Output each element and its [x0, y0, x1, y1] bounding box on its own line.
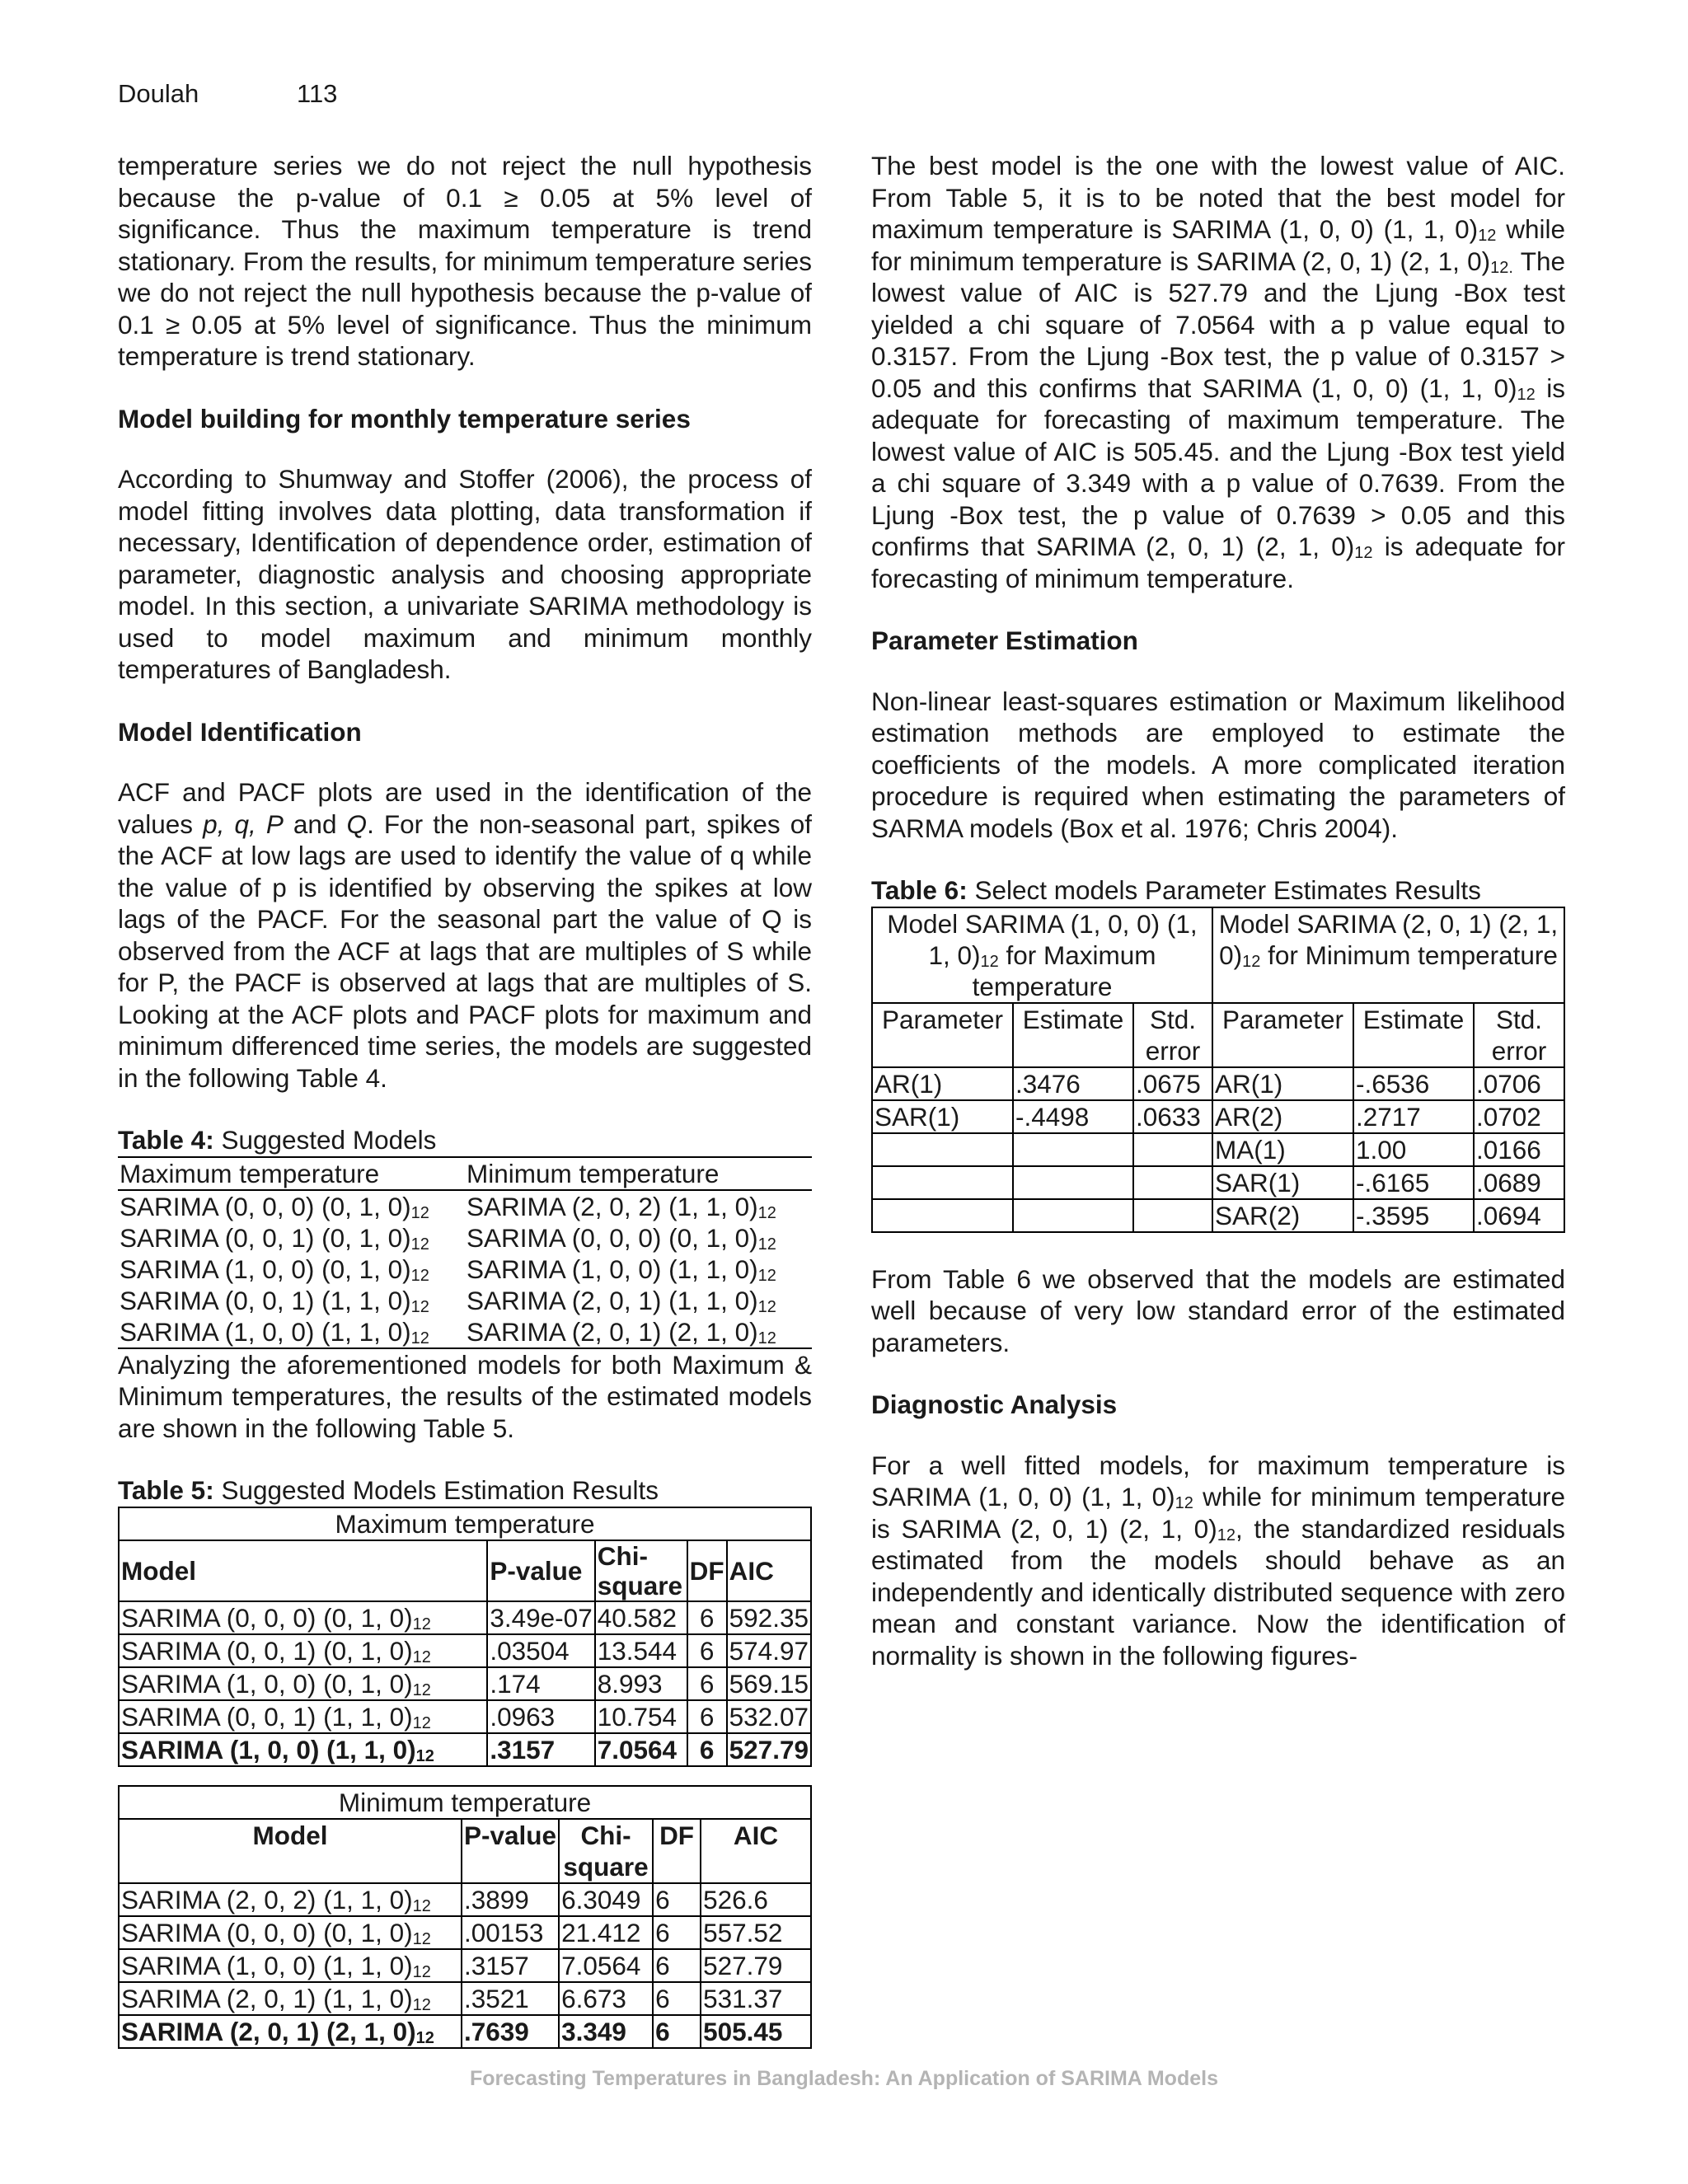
table5-max-model-text: SARIMA (0, 0, 1) (1, 1, 0)	[121, 1701, 413, 1732]
table5-max-chi: 7.0564	[595, 1733, 687, 1766]
table4-max-model-sub: 12	[410, 1297, 429, 1316]
heading-parameter-estimation: Parameter Estimation	[871, 626, 1138, 655]
table4-min-model	[465, 1285, 812, 1316]
table6-cell-p1	[872, 1133, 1013, 1166]
table4-caption: Table 4: Suggested Models	[118, 1125, 437, 1155]
table5-min-model	[119, 1982, 462, 2015]
table5-min-model	[119, 2015, 462, 2048]
table6-cell-e2: -.6165	[1353, 1166, 1474, 1199]
table5-min-df: 6	[653, 1982, 701, 2015]
table5-max-model-sub: 12	[412, 1647, 431, 1666]
table5-min-model-sub: 12	[415, 2028, 434, 2047]
table5-col-model: Model	[119, 1540, 487, 1601]
table4-max-model-text: SARIMA (0, 0, 1) (0, 1, 0)	[120, 1222, 411, 1253]
table6-cell-s1	[1133, 1166, 1212, 1199]
table5-max-model-text: SARIMA (1, 0, 0) (1, 1, 0)	[121, 1734, 416, 1765]
table5-min-p: .00153	[462, 1916, 559, 1949]
table5-min-chi: 6.3049	[559, 1883, 653, 1916]
table5-max	[118, 1507, 812, 1767]
table5-min-model-text: SARIMA (1, 0, 0) (1, 1, 0)	[121, 1950, 413, 1980]
paragraph-stationarity: temperature series we do not reject the null hypothesis because the p-value of 0.1 ≥ 0.05 at 5% level of significance. Thus the maximum temperature is trend stationary. From the results, for minimum temperature series we do not reject the null hypothesis because the p-value of 0.1 ≥ 0.05 at 5% level of significance. Thus the minimum temperature is trend stationary.	[118, 151, 812, 371]
table6-cell-e1	[1013, 1166, 1133, 1199]
table5-max-aic: 527.79	[727, 1733, 811, 1766]
table5-min-aic: 557.52	[701, 1916, 811, 1949]
table5-min-row	[119, 1982, 811, 2015]
table5-min-model	[119, 1916, 462, 1949]
table6-cell-e1: .3476	[1013, 1067, 1133, 1100]
table5-max-model	[119, 1733, 487, 1766]
table4-row	[118, 1316, 812, 1348]
table6-row	[872, 1133, 1564, 1166]
table5-max-aic: 532.07	[727, 1700, 811, 1733]
table5-min-row	[119, 1949, 811, 1982]
table5-col-aic: AIC	[727, 1540, 811, 1601]
table4-max-model	[118, 1285, 465, 1316]
table4-min-model	[465, 1222, 812, 1254]
paragraph-model-fitting: According to Shumway and Stoffer (2006), the process of model fitting involves data plotting, data transformation if necessary, Identification of dependence order, estimation of parameter, diagnostic analysis and choosing appropriate model. In this section, a univariate SARIMA methodology is used to model maximum and minimum monthly temperatures of Bangladesh.	[118, 464, 812, 684]
table4-min-model	[465, 1254, 812, 1285]
running-header	[118, 79, 338, 109]
table5-min-df: 6	[653, 1883, 701, 1916]
table5-min-chi: 3.349	[559, 2015, 653, 2048]
table5-min-model-sub: 12	[412, 1962, 431, 1981]
table4-min-model-sub: 12	[757, 1297, 776, 1316]
table5-min-col-df: DF	[653, 1819, 701, 1883]
table5-max-model-text: SARIMA (0, 0, 1) (0, 1, 0)	[121, 1635, 413, 1666]
table5-min-df: 6	[653, 1916, 701, 1949]
table6-caption: Table 6: Select models Parameter Estimates Results	[871, 875, 1481, 905]
table6-cell-s1	[1133, 1133, 1212, 1166]
table4-min-model-text: SARIMA (2, 0, 1) (1, 1, 0)	[467, 1285, 758, 1315]
table5-min-chi: 6.673	[559, 1982, 653, 2015]
table5-max-model	[119, 1601, 487, 1634]
table5-max-row	[119, 1667, 811, 1700]
table5-max-chi: 8.993	[595, 1667, 687, 1700]
table4-min-model	[465, 1316, 812, 1348]
table4-max-model-text: SARIMA (1, 0, 0) (1, 1, 0)	[120, 1316, 411, 1347]
table6-head-min: Model SARIMA (2, 0, 1) (2, 1, $0)_{12}$ for Minimum temperature	[1212, 907, 1564, 1003]
table4-max-model	[118, 1222, 465, 1254]
table5-min-col-model: Model	[119, 1819, 462, 1883]
table4-max-model-text: SARIMA (0, 0, 1) (1, 1, 0)	[120, 1285, 411, 1315]
table4-head-max: Maximum temperature	[118, 1157, 465, 1190]
heading-model-identification: Model Identification	[118, 716, 362, 747]
table4-min-model-sub: 12	[757, 1235, 776, 1254]
table5-max-p: .0963	[487, 1700, 594, 1733]
table5-col-chi: Chi-square	[595, 1540, 687, 1601]
table4-row	[118, 1222, 812, 1254]
table5-max-title: Maximum temperature	[119, 1507, 811, 1540]
table4-max-model-text: SARIMA (1, 0, 0) (0, 1, 0)	[120, 1254, 411, 1284]
table5-min-model-sub: 12	[412, 1896, 431, 1915]
table5-min-aic: 505.45	[701, 2015, 811, 2048]
table5-min-col-p: P-value	[462, 1819, 559, 1883]
table5-min-model	[119, 1949, 462, 1982]
table5-max-p: .03504	[487, 1634, 594, 1667]
table6-col-param-2: Parameter	[1212, 1003, 1353, 1067]
table4-max-model	[118, 1316, 465, 1348]
table5-max-model-text: SARIMA (1, 0, 0) (0, 1, 0)	[121, 1668, 413, 1699]
table5-max-model-text: SARIMA (0, 0, 0) (0, 1, 0)	[121, 1602, 413, 1633]
table5-col-df: DF	[687, 1540, 727, 1601]
table5-max-model-sub: 12	[412, 1680, 431, 1699]
table4-max-model-text: SARIMA (0, 0, 0) (0, 1, 0)	[120, 1191, 411, 1221]
table6-cell-p1: AR(1)	[872, 1067, 1013, 1100]
table5-max-model	[119, 1700, 487, 1733]
table5-max-chi: 10.754	[595, 1700, 687, 1733]
table4-min-model-text: SARIMA (2, 0, 1) (2, 1, 0)	[467, 1316, 758, 1347]
table6-cell-s1	[1133, 1199, 1212, 1232]
table6-cell-s2: .0706	[1474, 1067, 1564, 1100]
paragraph-analyzing: Analyzing the aforementioned models for both Maximum & Minimum temperatures, the results of the estimated models are shown in the following Table 5.	[118, 1349, 812, 1443]
table6-cell-e2: .2717	[1353, 1100, 1474, 1133]
table6-head-max: Model SARIMA (1, 0, 0) (1, 1, $0)_{12}$ for Maximum temperature	[872, 907, 1212, 1003]
table5-min-model-text: SARIMA (2, 0, 1) (2, 1, 0)	[121, 2016, 416, 2046]
table6-cell-p2: SAR(1)	[1212, 1166, 1353, 1199]
table5-min-aic: 527.79	[701, 1949, 811, 1982]
paragraph-estimation-methods: Non-linear least-squares estimation or Maximum likelihood estimation methods are employed to estimate the coefficients of the models. A more complicated iteration procedure is required when estimating the parameters of SARMA models (Box et al. 1976; Chris 2004).	[871, 686, 1565, 843]
table5-max-row	[119, 1601, 811, 1634]
table5-min-p: .3899	[462, 1883, 559, 1916]
table4-min-model-text: SARIMA (2, 0, 2) (1, 1, 0)	[467, 1191, 758, 1221]
paragraph-table6-observation: From Table 6 we observed that the models are estimated well because of very low standard error of the estimated parameters.	[871, 1263, 1565, 1357]
table5-max-p: .174	[487, 1667, 594, 1700]
table5-max-aic: 592.35	[727, 1601, 811, 1634]
table6-cell-s2: .0166	[1474, 1133, 1564, 1166]
table5-min	[118, 1785, 812, 2049]
table5-max-model	[119, 1667, 487, 1700]
table5-caption: Table 5: Suggested Models Estimation Results	[118, 1475, 659, 1505]
table5-max-p: 3.49e-07	[487, 1601, 594, 1634]
table5-max-model-sub: 12	[412, 1713, 431, 1732]
table5-min-model-sub: 12	[412, 1995, 431, 2014]
table6-cell-s1: .0633	[1133, 1100, 1212, 1133]
table5-max-row	[119, 1634, 811, 1667]
table4-min-model-sub: 12	[757, 1203, 776, 1222]
table6-cell-s2: .0689	[1474, 1166, 1564, 1199]
table6-cell-p2: MA(1)	[1212, 1133, 1353, 1166]
table6-parameter-estimates	[871, 907, 1565, 1233]
table4-row	[118, 1285, 812, 1316]
table5-max-df: 6	[687, 1733, 727, 1766]
right-column	[871, 150, 1565, 1702]
table6-cell-p2: SAR(2)	[1212, 1199, 1353, 1232]
table6-cell-e1: -.4498	[1013, 1100, 1133, 1133]
table5-min-chi: 21.412	[559, 1916, 653, 1949]
table6-cell-e2: -.6536	[1353, 1067, 1474, 1100]
table6-col-est-2: Estimate	[1353, 1003, 1474, 1067]
table5-max-model-sub: 12	[415, 1746, 434, 1765]
table5-min-row	[119, 1916, 811, 1949]
table6-col-se-1: Std. error	[1133, 1003, 1212, 1067]
table5-max-model	[119, 1634, 487, 1667]
table6-cell-e1	[1013, 1133, 1133, 1166]
table6-cell-e2: 1.00	[1353, 1133, 1474, 1166]
table4-min-model-sub: 12	[757, 1329, 776, 1347]
table5-max-aic: 574.97	[727, 1634, 811, 1667]
table4-max-model-sub: 12	[410, 1329, 429, 1347]
table5-min-chi: 7.0564	[559, 1949, 653, 1982]
table6-cell-p2: AR(1)	[1212, 1067, 1353, 1100]
table5-max-chi: 40.582	[595, 1601, 687, 1634]
table5-max-row	[119, 1733, 811, 1766]
table5-min-df: 6	[653, 1949, 701, 1982]
table4-max-model	[118, 1190, 465, 1222]
table4-min-model	[465, 1190, 812, 1222]
table6-row	[872, 1067, 1564, 1100]
table5-max-chi: 13.544	[595, 1634, 687, 1667]
table6-cell-p1	[872, 1166, 1013, 1199]
table4-row	[118, 1254, 812, 1285]
table5-max-df: 6	[687, 1601, 727, 1634]
table5-min-row	[119, 1883, 811, 1916]
heading-diagnostic-analysis: Diagnostic Analysis	[871, 1390, 1118, 1419]
table5-min-p: .7639	[462, 2015, 559, 2048]
table6-col-est-1: Estimate	[1013, 1003, 1133, 1067]
left-column	[118, 150, 812, 2049]
table6-row	[872, 1166, 1564, 1199]
paragraph-acf-pacf: ACF and PACF plots are used in the identification of the values p, q, P and Q. For the non-seasonal part, spikes of the ACF at low lags are used to identify the value of q while the value of p is identified by observing the spikes at low lags of the PACF. For the seasonal part the value of Q is observed from the ACF at lags that are multiples of S while for P, the PACF is observed at lags that are multiples of S. Looking at the ACF plots and PACF plots for maximum and minimum differenced time series, the models are suggested in the following Table 4.	[118, 777, 813, 1093]
table5-max-row	[119, 1700, 811, 1733]
table4-min-model-text: SARIMA (1, 0, 0) (1, 1, 0)	[467, 1254, 758, 1284]
table5-min-p: .3521	[462, 1982, 559, 2015]
table5-min-col-aic: AIC	[701, 1819, 811, 1883]
table4-suggested-models	[118, 1156, 812, 1349]
table5-min-model	[119, 1883, 462, 1916]
table5-max-df: 6	[687, 1634, 727, 1667]
table5-min-aic: 526.6	[701, 1883, 811, 1916]
table5-min-col-chi: Chi-square	[559, 1819, 653, 1883]
table6-cell-e1	[1013, 1199, 1133, 1232]
table4-max-model-sub: 12	[410, 1203, 429, 1222]
table4-max-model-sub: 12	[410, 1266, 429, 1285]
table5-min-p: .3157	[462, 1949, 559, 1982]
table5-max-aic: 569.15	[727, 1667, 811, 1700]
table5-min-model-text: SARIMA (2, 0, 2) (1, 1, 0)	[121, 1884, 413, 1915]
table6-cell-s1: .0675	[1133, 1067, 1212, 1100]
table6-row	[872, 1199, 1564, 1232]
table6-cell-s2: .0702	[1474, 1100, 1564, 1133]
table5-max-model-sub: 12	[412, 1615, 431, 1633]
table5-min-model-text: SARIMA (0, 0, 0) (0, 1, 0)	[121, 1917, 413, 1947]
table6-cell-s2: .0694	[1474, 1199, 1564, 1232]
table6-col-param-1: Parameter	[872, 1003, 1013, 1067]
paragraph-best-model: The best model is the one with the lowest value of AIC. From Table 5, it is to be noted that the best model for maximum temperature is SARIMA (1, 0, 0) (1, 1, $0)_{12}$ while for minimum temperature is SARIMA (2, 0, 1) (2, 1, $0)_{12.}$ The lowest value of AIC is 527.79 and the Ljung -Box test yielded a chi square of 7.0564 with a p value equal to 0.3157. From the Ljung -Box test, the p value of 0.3157 > 0.05 and this confirms that SARIMA (1, 0, 0) (1, 1, $0)_{12}$ is adequate for forecasting of maximum temperature. The lowest value of AIC is 505.45. and the Ljung -Box test yield a chi square of 3.349 with a p value of 0.7639. From the Ljung -Box test, the p value of 0.7639 > 0.05 and this confirms that SARIMA (2, 0, 1) (2, 1, $0)_{12}$ is adequate for forecasting of minimum temperature.	[871, 151, 1566, 593]
table5-max-df: 6	[687, 1667, 727, 1700]
table4-max-model	[118, 1254, 465, 1285]
running-footer: Forecasting Temperatures in Bangladesh: An Application of SARIMA Models	[470, 2067, 1218, 2090]
header-page-number: 113	[297, 79, 338, 108]
table4-min-model-text: SARIMA (0, 0, 0) (0, 1, 0)	[467, 1222, 758, 1253]
table6-cell-p1: SAR(1)	[872, 1100, 1013, 1133]
heading-model-building: Model building for monthly temperature series	[118, 403, 691, 434]
table6-cell-p2: AR(2)	[1212, 1100, 1353, 1133]
table4-row	[118, 1190, 812, 1222]
paragraph-diagnostic: For a well fitted models, for maximum temperature is SARIMA (1, 0, 0) (1, 1, $0)_{12}$ while for minimum temperature is SARIMA (2, 0, 1) (2, 1, $0)_{12}$, the standardized residuals estimated from the models should behave as an independently and identically distributed sequence with zero mean and constant variance. Now the identification of normality is shown in the following figures-	[871, 1450, 1566, 1671]
header-author: Doulah	[118, 79, 199, 108]
table5-max-p: .3157	[487, 1733, 594, 1766]
table6-col-se-2: Std. error	[1474, 1003, 1564, 1067]
table4-max-model-sub: 12	[410, 1235, 429, 1254]
table5-min-row	[119, 2015, 811, 2048]
table4-min-model-sub: 12	[757, 1266, 776, 1285]
table5-min-title: Minimum temperature	[119, 1786, 811, 1819]
table6-cell-e2: -.3595	[1353, 1199, 1474, 1232]
table5-max-df: 6	[687, 1700, 727, 1733]
table5-min-model-sub: 12	[412, 1929, 431, 1948]
table5-min-aic: 531.37	[701, 1982, 811, 2015]
table4-head-min: Minimum temperature	[465, 1157, 812, 1190]
table6-row	[872, 1100, 1564, 1133]
table5-min-model-text: SARIMA (2, 0, 1) (1, 1, 0)	[121, 1983, 413, 2013]
table5-min-df: 6	[653, 2015, 701, 2048]
table6-cell-p1	[872, 1199, 1013, 1232]
table5-col-p: P-value	[487, 1540, 594, 1601]
